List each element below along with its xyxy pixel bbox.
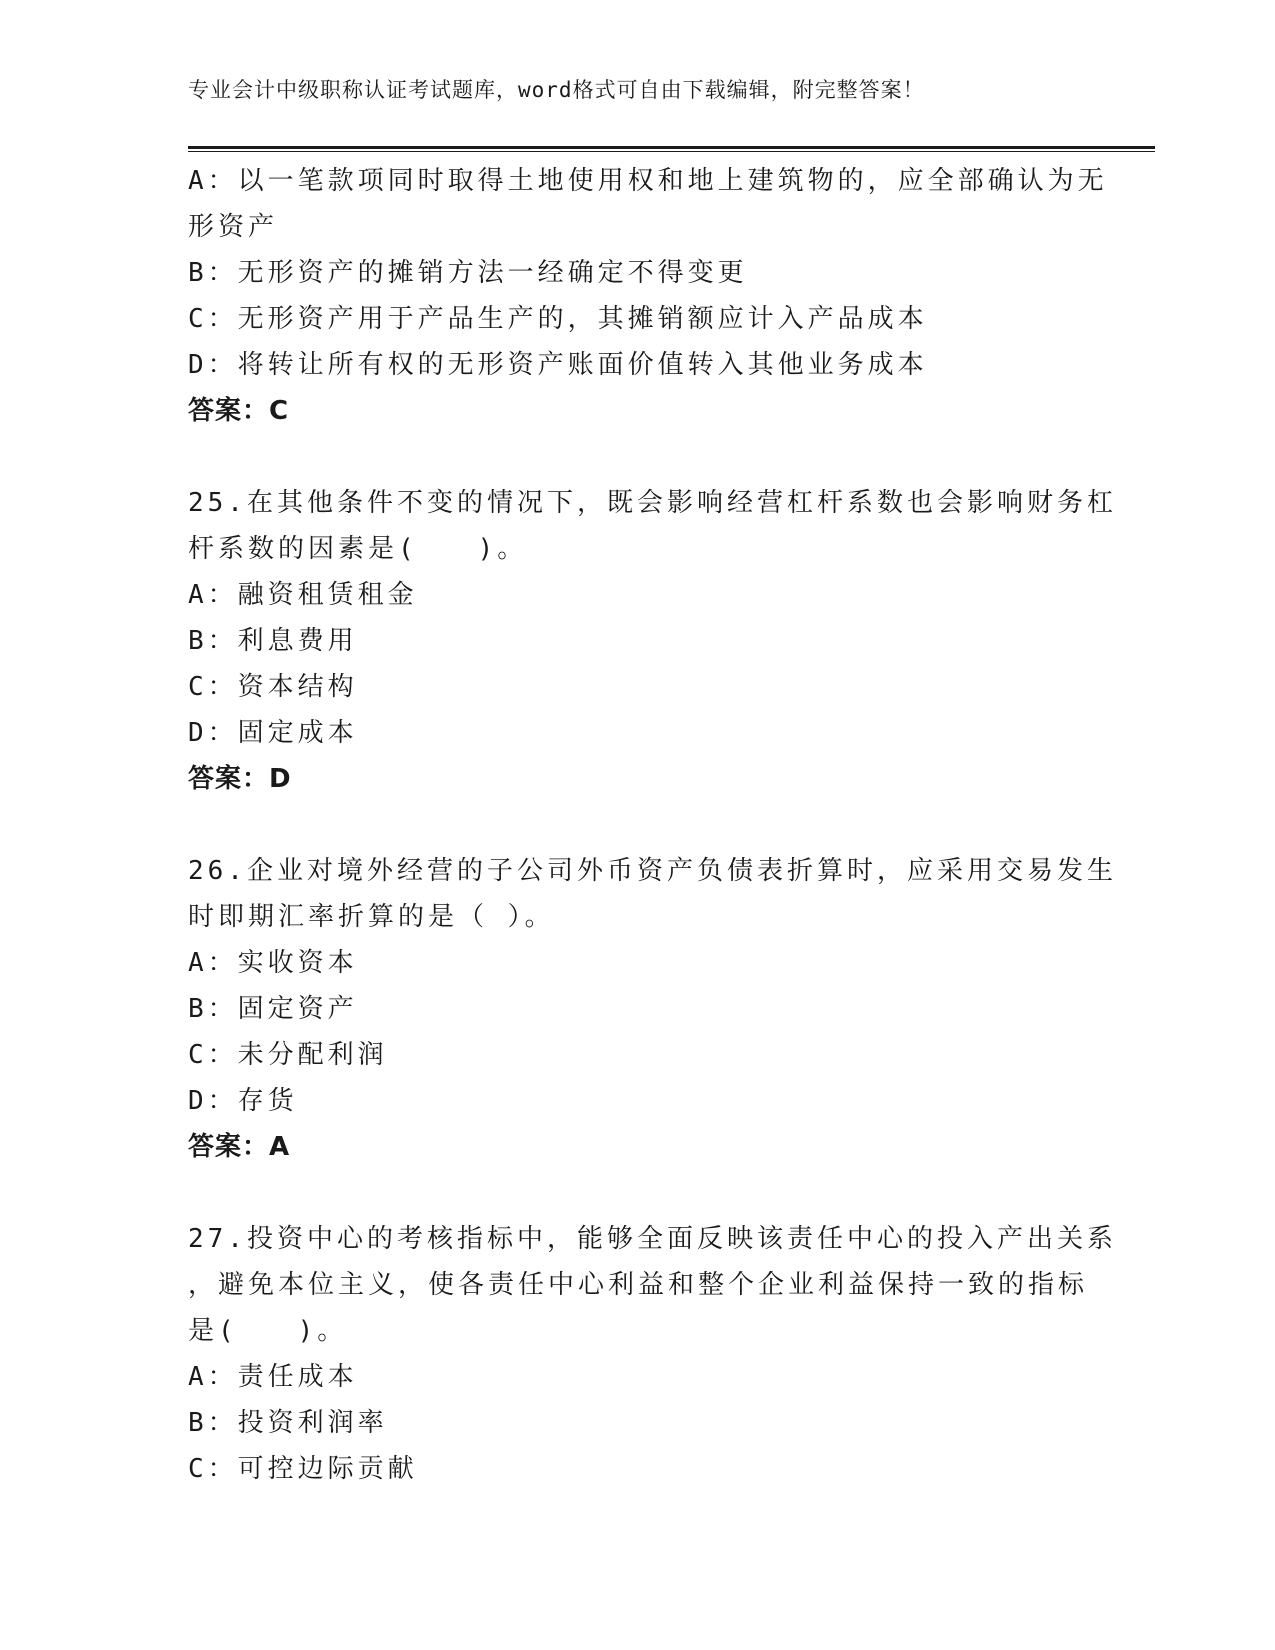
- option-a: A：融资租赁租金: [188, 580, 418, 610]
- question-stem-line-1: 25.在其他条件不变的情况下，既会影响经营杠杆系数也会影响财务杠: [188, 488, 1117, 518]
- page-header: 专业会计中级职称认证考试题库，word格式可自由下载编辑，附完整答案！: [188, 78, 925, 102]
- question-24-continued: [188, 158, 1108, 434]
- question-25: [188, 480, 1117, 802]
- question-stem-line-2: 杆系数的因素是( )。: [188, 534, 528, 564]
- option-c: C：资本结构: [188, 672, 358, 702]
- option-a: A：责任成本: [188, 1362, 358, 1392]
- question-stem-line-3: 是( )。: [188, 1316, 348, 1346]
- question-27: [188, 1216, 1117, 1492]
- option-b: B：固定资产: [188, 994, 358, 1024]
- document-body: [188, 158, 1117, 1492]
- question-26: [188, 848, 1117, 1170]
- option-a-line-1: A：以一笔款项同时取得土地使用权和地上建筑物的，应全部确认为无: [188, 166, 1108, 196]
- option-d: D：固定成本: [188, 718, 358, 748]
- answer: 答案：C: [188, 396, 290, 426]
- option-d: D：将转让所有权的无形资产账面价值转入其他业务成本: [188, 350, 928, 380]
- answer: 答案：D: [188, 764, 292, 794]
- option-b: B：利息费用: [188, 626, 358, 656]
- option-b: B：投资利润率: [188, 1408, 388, 1438]
- option-c: C：未分配利润: [188, 1040, 388, 1070]
- option-d: D：存货: [188, 1086, 298, 1116]
- option-c: C：无形资产用于产品生产的，其摊销额应计入产品成本: [188, 304, 928, 334]
- header-divider: [188, 146, 1155, 153]
- question-stem-line-2: ，避免本位主义，使各责任中心利益和整个企业利益保持一致的指标: [188, 1270, 1089, 1300]
- option-c: C：可控边际贡献: [188, 1454, 418, 1484]
- question-stem-line-1: 27.投资中心的考核指标中，能够全面反映该责任中心的投入产出关系: [188, 1224, 1117, 1254]
- question-stem-line-1: 26.企业对境外经营的子公司外币资产负债表折算时，应采用交易发生: [188, 856, 1117, 886]
- question-stem-line-2: 时即期汇率折算的是（ ）。: [188, 902, 555, 932]
- option-a: A：实收资本: [188, 948, 358, 978]
- option-b: B：无形资产的摊销方法一经确定不得变更: [188, 258, 748, 288]
- answer: 答案：A: [188, 1132, 291, 1162]
- option-a-line-2: 形资产: [188, 212, 279, 242]
